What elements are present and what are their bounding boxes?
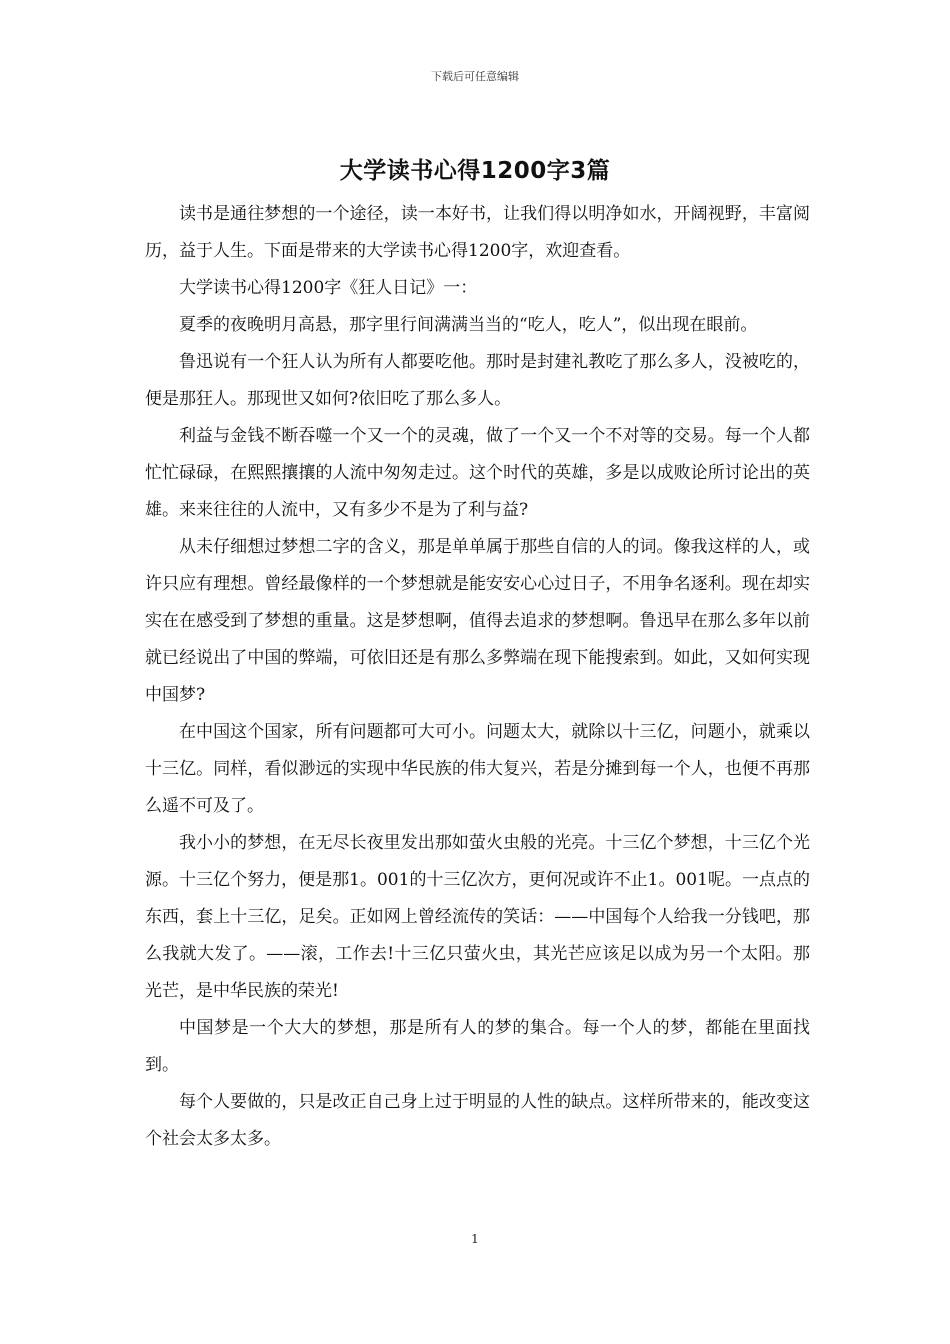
paragraph: 从未仔细想过梦想二字的含义，那是单单属于那些自信的人的词。像我这样的人，或许只应有理想。曾经最像样的一个梦想就是能安安心心过日子，不用争名逐利。现在却实实在在感受到了梦想的重量。这是梦想啊，值得去追求的梦想啊。鲁迅早在那么多年以前就已经说出了中国的弊端，可依旧还是有那么多弊端在现下能搜索到。如此，又如何实现中国梦?	[145, 537, 810, 705]
page-number: 1	[471, 1232, 479, 1246]
paragraph: 每个人要做的，只是改正自己身上过于明显的人性的缺点。这样所带来的，能改变这个社会太多太多。	[145, 1092, 810, 1149]
header-note: 下载后可任意编辑	[431, 70, 519, 83]
document-title: 大学读书心得1200字3篇	[339, 158, 611, 184]
paragraph: 在中国这个国家，所有问题都可大可小。问题太大，就除以十三亿，问题小，就乘以十三亿。同样，看似渺远的实现中华民族的伟大复兴，若是分摊到每一个人，也便不再那么遥不可及了。	[145, 722, 810, 816]
paragraph-intro: 读书是通往梦想的一个途径，读一本好书，让我们得以明净如水，开阔视野，丰富阅历，益于人生。下面是带来的大学读书心得1200字，欢迎查看。	[145, 204, 810, 261]
paragraph-section-heading: 大学读书心得1200字《狂人日记》一：	[179, 278, 478, 298]
paragraph: 利益与金钱不断吞噬一个又一个的灵魂，做了一个又一个不对等的交易。每一个人都忙忙碌碌，在熙熙攘攘的人流中匆匆走过。这个时代的英雄，多是以成败论所讨论出的英雄。来来往往的人流中，又有多少不是为了利与益?	[145, 426, 810, 520]
paragraph: 夏季的夜晚明月高悬，那字里行间满满当当的“吃人，吃人”，似出现在眼前。	[179, 315, 758, 335]
paragraph: 鲁迅说有一个狂人认为所有人都要吃他。那时是封建礼教吃了那么多人，没被吃的，便是那狂人。那现世又如何?依旧吃了那么多人。	[145, 352, 810, 409]
paragraph: 我小小的梦想，在无尽长夜里发出那如萤火虫般的光亮。十三亿个梦想，十三亿个光源。十三亿个努力，便是那1。001的十三亿次方，更何况或许不止1。001呢。一点点的东西，套上十三亿，足矣。正如网上曾经流传的笑话：——中国每个人给我一分钱吧，那么我就大发了。——滚，工作去!十三亿只萤火虫，其光芒应该足以成为另一个太阳。那光芒，是中华民族的荣光!	[145, 833, 810, 1001]
paragraph: 中国梦是一个大大的梦想，那是所有人的梦的集合。每一个人的梦，都能在里面找到。	[145, 1018, 810, 1075]
document-body	[145, 196, 810, 1158]
